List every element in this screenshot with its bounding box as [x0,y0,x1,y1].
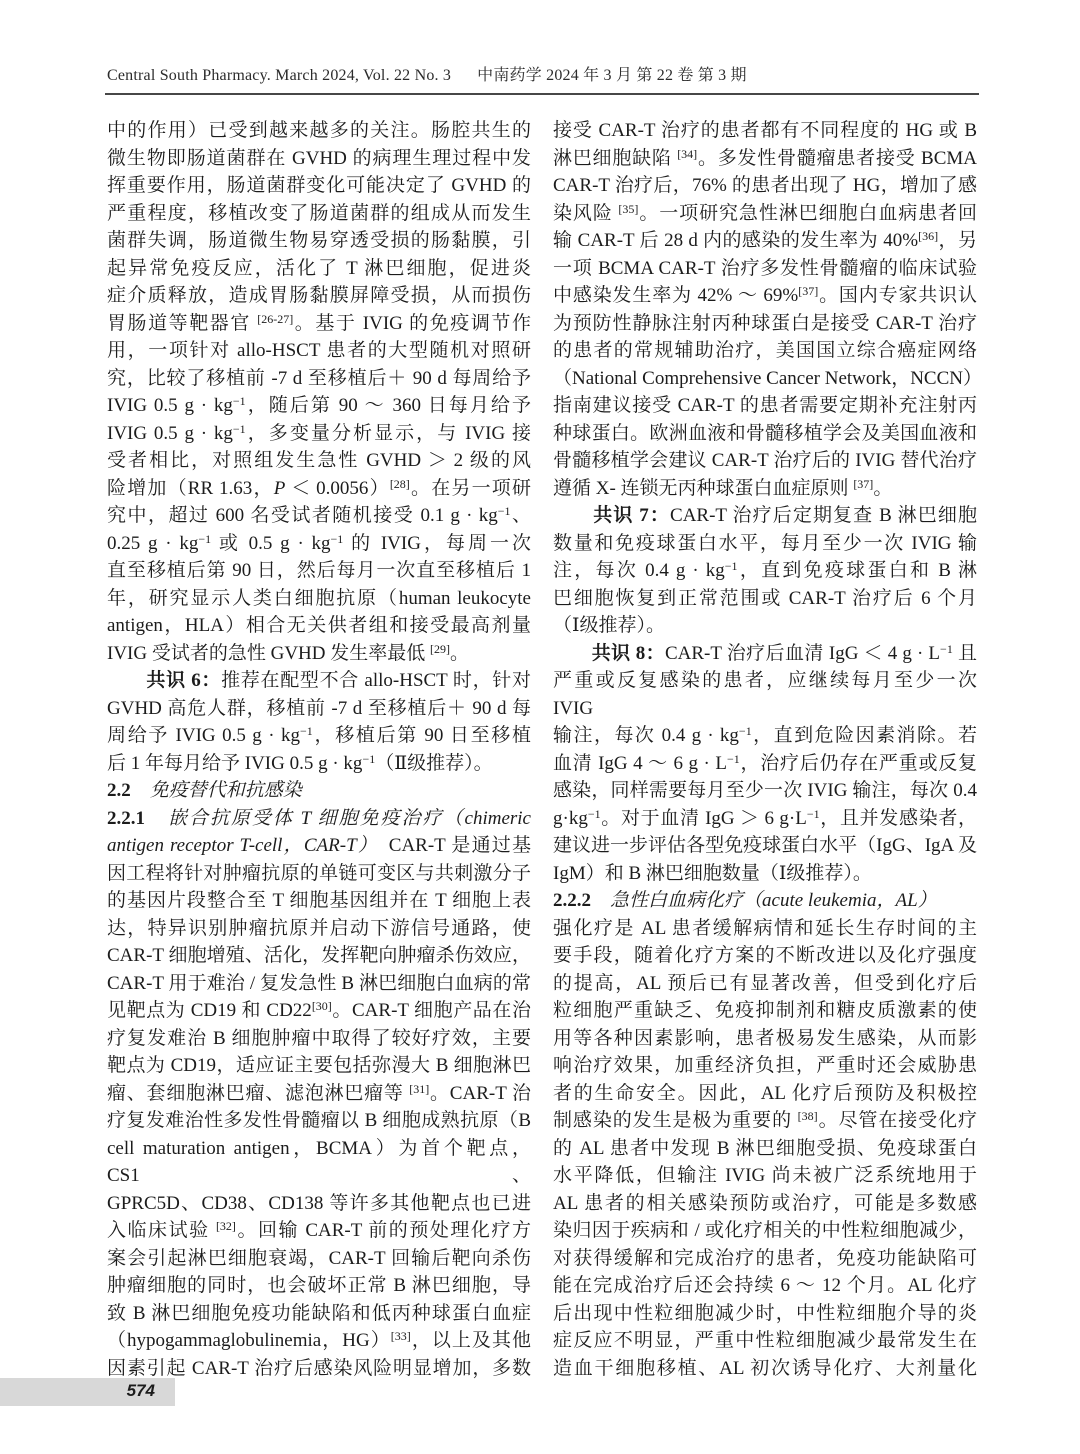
text-line [553,200,977,228]
text-line [553,1162,977,1190]
text-segment: 免疫替代和抗感染 [149,780,302,801]
text-line [553,337,977,365]
reference-superscript: −1 [330,531,344,546]
text-segment: 用等各种因素影响，患者极易发生感染，从而影 [553,1027,977,1049]
text-segment: 遵循 X- 连锁无丙种球蛋白血症原则 [553,477,854,499]
text-segment [553,505,593,526]
text-line [553,502,977,530]
text-line [107,1190,531,1218]
text-segment: 胃肠道等靶器官 [107,312,258,334]
header-rule [105,93,979,95]
text-segment: 。尽管在接受化疗 [817,1110,977,1131]
text-segment: 症反应不明显，严重中性粒细胞减少最常发生在 [553,1330,977,1351]
text-line [553,447,977,475]
text-line [553,1190,977,1218]
text-line [107,1245,531,1273]
text-line [553,530,977,558]
text-segment: （hypogammaglobulinemia，HG） [107,1330,391,1351]
text-segment [107,670,146,691]
text-segment: AL 患者的相关感染预防或治疗，可能是多数感 [553,1192,977,1214]
text-segment: 对获得缓解和完成治疗的患者，免疫功能缺陷可 [553,1247,977,1269]
text-segment: 。回输 CAR-T 前的预处理化疗方 [235,1220,531,1241]
text-segment: 的 IVIG，每周一次 [343,532,531,554]
text-segment: 。 [449,642,469,664]
text-line [107,915,531,943]
text-segment: （National Comprehensive Cancer Network，NCCN） [553,367,982,389]
text-segment: 微生物即肠道菌群在 GVHD 的病理生理过程中发 [107,147,531,169]
text-segment: 2.2.2 [553,890,591,911]
text-segment: 疗复发难治 B 细胞肿瘤中取得了较好疗效，主要 [107,1027,531,1049]
text-segment: 0.25 g · kg [107,532,199,554]
text-line [107,172,531,200]
text-segment: 一项 BCMA CAR-T 治疗多发性骨髓瘤的临床试验 [553,257,977,279]
text-segment: 者的生命安全。因此，AL 化疗后预防及积极控 [553,1082,977,1104]
text-segment: 究中，超过 600 名受试者随机接受 0.1 g · kg [107,505,498,526]
text-segment: 致 B 淋巴细胞免疫功能缺陷和低丙种球蛋白血症 [107,1302,531,1324]
text-line [553,117,977,145]
text-line [107,365,531,393]
text-segment: （Ⅱ级推荐）。 [375,752,493,774]
text-line [107,1217,531,1245]
text-segment: P [273,477,286,499]
running-head [107,62,979,85]
left-column [107,117,531,1382]
text-segment: 种球蛋白。欧洲血液和骨髓移植学会及美国血液和 [553,422,977,444]
reference-superscript: −1 [738,724,752,738]
text-segment: 急性白血病化疗（acute leukemia，AL） [610,890,937,911]
right-column [553,117,982,1382]
text-line [107,970,531,998]
running-head-en: Central South Pharmacy. March 2024, Vol. 22 No. 3 [107,67,452,84]
page-number: 574 [126,1381,155,1400]
text-segment: 症介质释放，造成胃肠黏膜屏障受损，从而损伤 [107,285,531,306]
text-line [107,447,531,475]
text-segment [145,808,168,829]
text-line [107,227,531,255]
text-line [553,145,977,173]
text-segment: 粒细胞严重缺乏、免疫抑制剂和糖皮质激素的使 [553,1000,977,1021]
text-segment: 瘤、套细胞淋巴瘤、滤泡淋巴瘤等 [107,1082,410,1104]
text-line [553,942,977,970]
text-line [553,1107,977,1135]
reference-superscript: −1 [724,559,738,573]
text-line [107,640,531,668]
text-line [553,1327,977,1355]
text-line [107,1327,531,1355]
text-segment: 感染，同样需要每月至少一次 IVIG 输注，每次 0.4 [553,780,977,801]
text-segment: CAR-T 是通过基 [368,835,531,856]
text-segment: 。CAR-T 细胞产品在治 [331,1000,531,1021]
text-segment [553,643,592,664]
text-segment: 要手段，随着化疗方案的不断改进以及化疗强度 [553,945,977,966]
text-line [553,1025,977,1053]
text-segment: 因素引起 CAR-T 治疗后感染风险明显增加，多数 [107,1357,531,1379]
text-segment: 。对于血清 IgG ＞ 6 g·L [600,807,807,829]
text-segment: 且 [952,642,977,664]
text-segment [131,780,150,801]
text-segment: 挥重要作用，肠道菌群变化可能决定了 GVHD 的 [107,175,531,196]
text-line [107,1300,531,1328]
text-segment: 染归因于疾病和 / 或化疗相关的中性粒细胞减少， [553,1220,977,1241]
text-segment: 中感染发生率为 42% ～ 69% [553,285,799,306]
text-segment: antigen receptor T-cell，CAR-T） [107,835,369,856]
text-segment: 共识 6： [146,670,222,691]
text-segment: 的 AL 患者中发现 B 淋巴细胞受损、免疫球蛋白 [553,1137,977,1159]
text-segment: 。基于 IVIG 的免疫调节作 [293,312,531,334]
text-segment: GPRC5D、CD38、CD138 等许多其他靶点也已进 [107,1192,531,1214]
text-line [107,420,531,448]
text-line [107,997,531,1025]
text-segment: 输 CAR-T 后 28 d 内的感染的发生率为 40% [553,230,919,251]
reference-superscript: [33] [390,1329,411,1343]
text-line [553,1272,977,1300]
reference-superscript: [28] [389,476,410,491]
text-segment: 血清 IgG 4 ～ 6 g · L [553,752,727,774]
text-line [553,970,977,998]
text-segment: 靶点为 CD19，适应证主要包括弥漫大 B 细胞淋巴 [107,1055,531,1076]
text-segment: cell maturation antigen，BCMA）为首个靶点，CS1、 [107,1137,531,1186]
text-segment: 案会引起淋巴细胞衰竭，CAR-T 回输后靶向杀伤 [107,1247,531,1269]
text-line [107,1025,531,1053]
text-segment: 起异常免疫反应，活化了 T 淋巴细胞，促进炎 [107,257,531,279]
text-segment: 造血干细胞移植、AL 初次诱导化疗、大剂量化 [553,1357,977,1379]
text-segment: 。在另一项研 [409,477,531,499]
text-line [107,750,531,778]
text-segment: 肿瘤细胞的同时，也会破坏正常 B 淋巴细胞，导 [107,1275,531,1296]
text-segment: 直至移植后第 90 日，然后每月一次直至移植后 1 [107,560,531,581]
text-line [553,172,977,200]
text-line [107,502,531,530]
text-line [553,365,982,393]
text-segment: 嵌合抗原受体 T 细胞免疫治疗（chimeric [167,807,531,829]
text-segment: 险增加（RR 1.63， [107,477,274,499]
text-segment: 中的作用）已受到越来越多的关注。肠腔共生的 [107,120,531,141]
page-number-bar [0,1378,175,1406]
text-line [553,420,977,448]
text-segment: 后 1 年每月给予 IVIG 0.5 g · kg [107,752,363,774]
text-segment: 的基因片段整合至 T 细胞基因组并在 T 细胞上表 [107,890,531,911]
reference-superscript: −1 [232,421,246,436]
text-segment: ＜ 0.0056） [285,477,390,499]
text-segment: ，随后第 90 ～ 360 日每月给予 [245,395,531,416]
reference-superscript: [37] [853,476,874,491]
text-line [553,612,977,640]
text-line [107,832,531,860]
text-segment: 骨髓移植学会建议 CAR-T 治疗后的 IVIG 替代治疗 [553,450,977,471]
text-line [553,1355,977,1383]
text-line [553,585,977,613]
text-segment: CAR-T 治疗后定期复查 B 淋巴细胞 [670,505,977,526]
text-line [107,585,531,613]
reference-superscript: [30] [311,999,332,1013]
text-segment: 共识 7： [593,505,671,526]
text-line [107,1052,531,1080]
text-segment: CAR-T 治疗后，76% 的患者出现了 HG，增加了感 [553,175,977,196]
reference-superscript: −1 [940,641,953,656]
text-line [553,805,977,833]
text-segment: ，直到免疫球蛋白和 B 淋 [737,560,977,581]
text-segment: 。多发性骨髓瘤患者接受 BCMA [697,147,977,169]
text-line [107,475,531,503]
text-line [107,667,531,695]
reference-superscript: −1 [587,806,601,821]
text-line [553,860,977,888]
reference-superscript: −1 [198,531,212,546]
text-line [553,310,977,338]
text-segment: ，移植后第 90 日至移植 [312,725,531,746]
text-segment: 强化疗是 AL 患者缓解病情和延长生存时间的主 [553,917,977,939]
text-segment: 接受 CAR-T 治疗的患者都有不同程度的 HG 或 B [553,120,977,141]
text-line [107,887,531,915]
text-segment [591,890,610,911]
text-line [107,337,531,365]
text-line [107,805,531,833]
text-segment: 。一项研究急性淋巴细胞白血病患者回 [638,202,977,224]
reference-superscript: [36] [918,229,939,243]
text-segment: ，治疗后仍存在严重或反复 [739,752,977,774]
text-segment: 共识 8： [591,642,665,664]
text-segment: 或 0.5 g · kg [211,532,331,554]
text-segment: 制感染的发生是极为重要的 [553,1110,798,1131]
text-segment: 为预防性静脉注射丙种球蛋白是接受 CAR-T 治疗 [553,312,977,334]
text-line [107,117,531,145]
text-segment: 年，研究显示人类白细胞抗原（human leukocyte [107,587,531,609]
text-segment: 入临床试验 [107,1220,216,1241]
text-segment: 。国内专家共识认 [818,285,977,306]
text-line [107,612,531,640]
text-segment: 巴细胞恢复到正常范围或 CAR-T 治疗后 6 个月 [553,587,977,609]
text-line [553,1135,977,1163]
text-line [107,695,531,723]
text-line [553,722,977,750]
text-line [107,200,531,228]
text-segment: 后出现中性粒细胞减少时，中性粒细胞介导的炎 [553,1302,977,1324]
text-segment: 严重或反复感染的患者，应继续每月至少一次 IVIG [553,670,977,719]
text-segment: CAR-T 用于难治 / 复发急性 B 淋巴细胞白血病的常 [107,972,531,994]
reference-superscript: −1 [726,751,740,766]
reference-superscript: [31] [409,1081,430,1096]
text-line [553,1052,977,1080]
text-segment: 究，比较了移植前 -7 d 至移植后＋ 90 d 每周给予 [107,367,531,389]
text-line [107,860,531,888]
text-segment: 推荐在配型不合 allo-HSCT 时，针对 [221,670,531,691]
text-line [553,255,977,283]
text-line [107,942,531,970]
text-line [107,722,531,750]
text-line [107,282,531,310]
text-line [107,1080,531,1108]
text-segment: 数量和免疫球蛋白水平，每月至少一次 IVIG 输 [553,532,977,554]
text-line [107,255,531,283]
text-segment: ，多变量分析显示，与 IVIG 接 [245,422,531,444]
text-segment: IgM）和 B 淋巴细胞数量（Ⅰ级推荐）。 [553,862,872,884]
text-segment: IVIG 0.5 g · kg [107,422,233,444]
text-line [553,1300,977,1328]
text-line [107,1107,531,1135]
reference-superscript: [35] [618,201,639,216]
reference-superscript: [34] [677,146,698,161]
text-line [107,777,531,805]
text-line [553,1217,977,1245]
text-segment: IVIG 受试者的急性 GVHD 发生率最低 [107,642,430,664]
text-line [553,640,977,668]
text-segment: IVIG 0.5 g · kg [107,395,233,416]
text-segment: 指南建议接受 CAR-T 的患者需要定期补充注射丙 [553,395,977,416]
text-segment: 2.2.1 [107,807,145,829]
text-segment: 淋巴细胞缺陷 [553,147,678,169]
text-segment: （Ⅰ级推荐）。 [553,615,666,636]
text-segment: ，以上及其他 [410,1330,531,1351]
text-line [553,997,977,1025]
text-segment: ，另 [938,230,977,251]
text-segment: 2.2 [107,780,131,801]
text-segment: 建议进一步评估各型免疫球蛋白水平（IgG、IgA 及 [553,835,977,856]
reference-superscript: [32] [215,1219,236,1233]
text-line [107,1135,531,1190]
text-segment: 疗复发难治性多发性骨髓瘤以 B 细胞成熟抗原（B [107,1110,531,1131]
text-segment: 菌群失调，肠道微生物易穿透受损的肠黏膜，引 [107,230,531,251]
text-line [553,475,977,503]
text-line [107,392,531,420]
text-segment: 的患者的常规辅助治疗，美国国立综合癌症网络 [553,340,977,361]
text-segment: CAR-T 细胞增殖、活化，发挥靶向肿瘤杀伤效应， [107,945,531,966]
text-segment: 周给予 IVIG 0.5 g · kg [107,725,301,746]
reference-superscript: −1 [497,504,511,518]
text-segment: ，直到危险因素消除。若 [751,725,977,746]
text-line [107,557,531,585]
text-line [553,832,977,860]
text-line [553,667,977,722]
reference-superscript: [37] [798,284,819,298]
text-segment: 严重程度，移植改变了肠道菌群的组成从而发生 [107,202,531,224]
reference-superscript: [26-27] [257,311,294,326]
text-line [553,557,977,585]
reference-superscript: −1 [232,394,246,408]
text-segment: 见靶点为 CD19 和 CD22 [107,1000,312,1021]
text-line [107,1272,531,1300]
text-line [553,887,977,915]
text-line [553,227,977,255]
text-segment: ，且并发感染者， [819,807,977,829]
text-segment: g·kg [553,807,588,829]
text-segment: 的提高，AL 预后已有显著改善，但受到化疗后 [553,972,977,994]
text-segment: 注，每次 0.4 g · kg [553,560,725,581]
reference-superscript: [29] [429,641,450,656]
text-segment: antigen，HLA）相合无关供者组和接受最高剂量 [107,615,531,636]
text-line [553,282,977,310]
text-segment: 。 [873,477,893,499]
text-line [107,145,531,173]
text-line [553,1080,977,1108]
text-segment: 输注，每次 0.4 g · kg [553,725,739,746]
text-segment: 因工程将针对肿瘤抗原的单链可变区与共刺激分子 [107,862,531,884]
text-line [107,310,531,338]
reference-superscript: −1 [806,806,820,821]
reference-superscript: −1 [362,751,376,766]
text-segment: CAR-T 治疗后血清 IgG ＜ 4 g · L [664,642,941,664]
text-segment: 、 [510,505,531,526]
text-segment: 染风险 [553,202,619,224]
text-segment: 。CAR-T 治 [429,1082,531,1104]
text-segment: 能在完成治疗后还会持续 6 ～ 12 个月。AL 化疗 [553,1275,977,1296]
running-head-cn: 中南药学 2024 年 3 月 第 22 卷 第 3 期 [477,67,747,84]
text-segment: 达，特异识别肿瘤抗原并启动下游信号通路，使 [107,917,531,939]
text-line [553,1245,977,1273]
text-line [553,915,977,943]
text-segment: 受者相比，对照组发生急性 GVHD ＞ 2 级的风 [107,450,531,471]
text-segment: 用，一项针对 allo-HSCT 患者的大型随机对照研 [107,340,531,361]
text-line [553,750,977,778]
text-segment: 水平降低，但输注 IVIG 尚未被广泛系统地用于 [553,1165,977,1186]
text-line [107,530,531,558]
text-line [553,392,977,420]
reference-superscript: −1 [300,724,313,738]
reference-superscript: [38] [797,1109,818,1123]
text-line [553,777,977,805]
text-segment: GVHD 高危人群，移植前 -7 d 至移植后＋ 90 d 每 [107,697,531,719]
text-segment: 响治疗效果，加重经济负担，严重时还会威胁患 [553,1055,977,1076]
